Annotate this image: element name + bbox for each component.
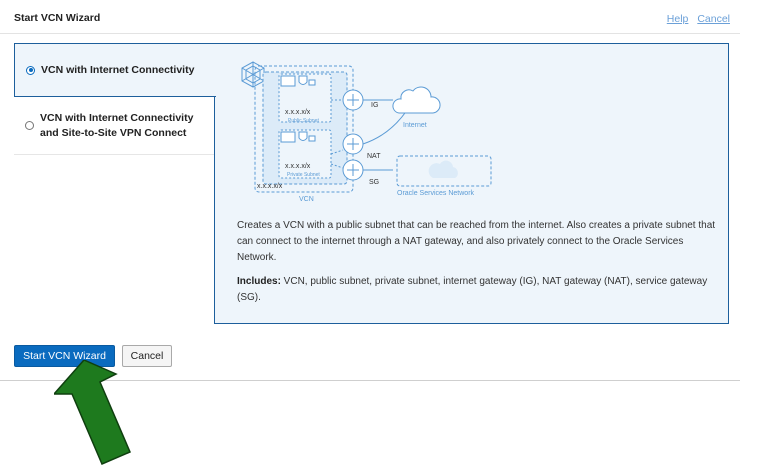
option-label: VCN with Internet Connectivity and Site-to-Site VPN Connect xyxy=(40,111,194,139)
sg-label: SG xyxy=(369,179,380,186)
header-links xyxy=(661,13,730,25)
option-detail-panel xyxy=(214,43,729,324)
services-cloud-icon xyxy=(429,161,458,178)
lock-icon xyxy=(309,80,315,85)
includes-label: Includes: xyxy=(237,276,281,287)
private-cidr: x.x.x.x/x xyxy=(285,163,311,170)
route-table-icon xyxy=(281,76,295,86)
radio-unselected[interactable] xyxy=(25,121,34,130)
cancel-link[interactable]: Cancel xyxy=(697,13,730,25)
option-list xyxy=(14,43,215,155)
page-title: Start VCN Wizard xyxy=(14,12,101,24)
radio-selected[interactable] xyxy=(26,66,35,75)
oracle-services-label: Oracle Services Network xyxy=(397,190,475,197)
security-shield-icon xyxy=(299,76,307,85)
nat-label: NAT xyxy=(367,153,381,160)
internet-label: Internet xyxy=(403,122,427,129)
includes-text xyxy=(237,274,717,306)
option-description: Creates a VCN with a public subnet that can be reached from the internet. Also creates a private subnet that can connect to the internet through a NAT gateway, and also privately connect to the Oracle Services Network. xyxy=(237,220,716,263)
green-arrow-pointer xyxy=(54,360,136,466)
route-table-icon xyxy=(281,132,295,142)
public-subnet-label: Public Subnet xyxy=(288,118,319,124)
header-divider xyxy=(0,33,740,34)
public-cidr: x.x.x.x/x xyxy=(285,109,311,116)
start-vcn-wizard-button[interactable]: Start VCN Wizard xyxy=(14,345,115,367)
vcn-label: VCN xyxy=(299,196,314,203)
arrow-up-icon xyxy=(54,360,130,464)
internet-cloud-icon xyxy=(393,87,440,113)
option-vcn-vpn[interactable] xyxy=(14,97,215,155)
includes-list: VCN, public subnet, private subnet, internet gateway (IG), NAT gateway (NAT), service gateway (SG). xyxy=(237,276,708,303)
private-subnet-label: Private Subnet xyxy=(287,172,320,178)
vcn-diagram xyxy=(233,50,503,210)
option-label: VCN with Internet Connectivity xyxy=(41,63,195,76)
vcn-cidr: x.x.x.x/x xyxy=(257,183,283,190)
lock-icon xyxy=(309,136,315,141)
option-vcn-internet[interactable] xyxy=(14,43,216,97)
help-link[interactable]: Help xyxy=(666,13,689,25)
ig-label: IG xyxy=(371,102,379,109)
security-shield-icon xyxy=(299,132,307,141)
cancel-button[interactable]: Cancel xyxy=(122,345,172,367)
